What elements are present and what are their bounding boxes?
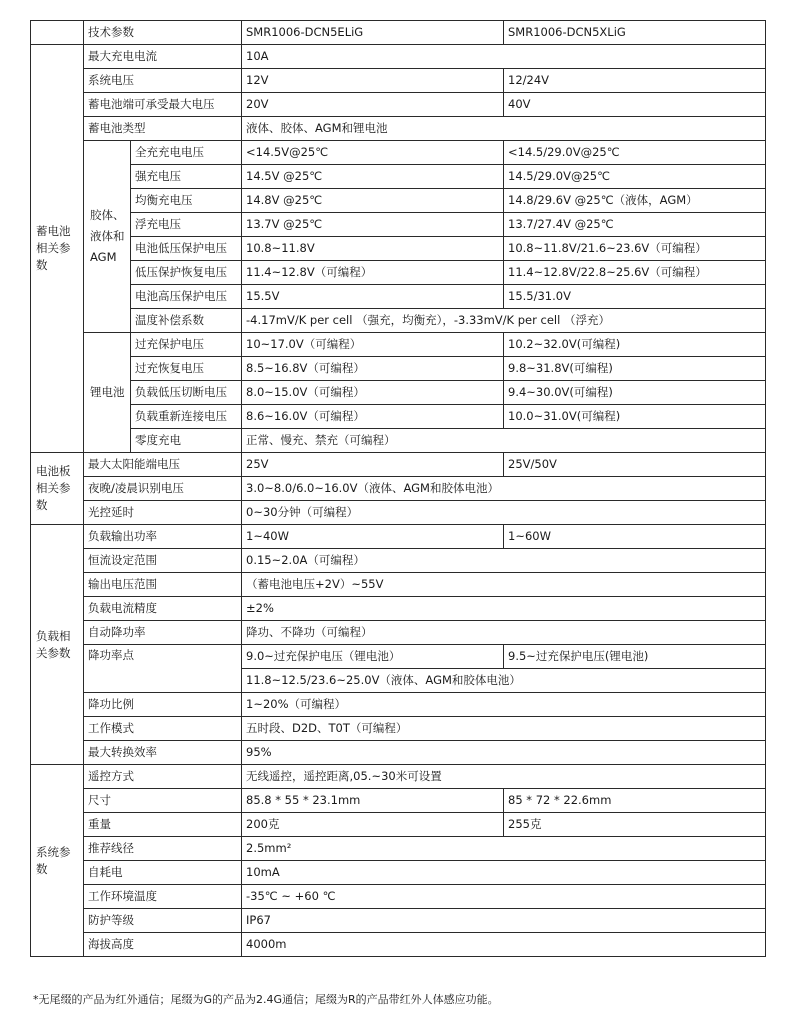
- param-value-b: 10.0~31.0V(可编程): [504, 405, 766, 429]
- param-label: 恒流设定范围: [84, 549, 242, 573]
- param-value-a: 11.4~12.8V（可编程）: [242, 261, 504, 285]
- param-label: 负载输出功率: [84, 525, 242, 549]
- header-row: [31, 21, 766, 45]
- param-label: 夜晚/凌晨识别电压: [84, 477, 242, 501]
- row-ambient-temp: [31, 885, 766, 909]
- param-value-b: 12/24V: [504, 69, 766, 93]
- param-label: 遥控方式: [84, 765, 242, 789]
- param-value: ±2%: [242, 597, 766, 621]
- param-value-a: 13.7V @25℃: [242, 213, 504, 237]
- row-dim-ratio: [31, 693, 766, 717]
- row-battery-type: [31, 117, 766, 141]
- row-low-voltage-protect: [31, 237, 766, 261]
- category-system: 系统参数: [31, 765, 84, 957]
- group-lithium: 锂电池: [84, 333, 131, 453]
- row-altitude: [31, 933, 766, 957]
- param-value-a: 200克: [242, 813, 504, 837]
- row-wire: [31, 837, 766, 861]
- row-dim-point: [31, 645, 766, 669]
- footnote: *无尾缀的产品为红外通信；尾缀为G的产品为2.4G通信；尾缀为R的产品带红外人体感应功能。: [33, 993, 499, 1006]
- param-value: 1~20%（可编程）: [242, 693, 766, 717]
- row-float-voltage: [31, 213, 766, 237]
- corner-cell: [31, 21, 84, 45]
- param-label: 系统电压: [84, 69, 242, 93]
- param-value-b: 9.8~31.8V(可编程): [504, 357, 766, 381]
- param-value: 0~30分钟（可编程）: [242, 501, 766, 525]
- param-label: 温度补偿系数: [131, 309, 242, 333]
- spec-table: [30, 20, 766, 957]
- param-value-b: 13.7/27.4V @25℃: [504, 213, 766, 237]
- param-label: 蓄电池类型: [84, 117, 242, 141]
- param-label: 零度充电: [131, 429, 242, 453]
- row-system-voltage: [31, 69, 766, 93]
- param-value-b: 9.4~30.0V(可编程): [504, 381, 766, 405]
- param-value-b: 85 * 72 * 22.6mm: [504, 789, 766, 813]
- category-load: 负载相关参数: [31, 525, 84, 765]
- row-self-consumption: [31, 861, 766, 885]
- param-label: 海拔高度: [84, 933, 242, 957]
- param-value-b: 9.5~过充保护电压(锂电池): [504, 645, 766, 669]
- param-value-a: 8.0~15.0V（可编程）: [242, 381, 504, 405]
- param-value: （蓄电池电压+2V）~55V: [242, 573, 766, 597]
- row-max-solar-voltage: [31, 453, 766, 477]
- row-high-voltage-protect: [31, 285, 766, 309]
- param-value-b: 11.4~12.8V/22.8~25.6V（可编程）: [504, 261, 766, 285]
- param-value: 无线遥控，遥控距离,05.~30米可设置: [242, 765, 766, 789]
- param-value: 2.5mm²: [242, 837, 766, 861]
- row-overcharge-protect: [31, 333, 766, 357]
- param-label: 均衡充电压: [131, 189, 242, 213]
- param-label: 重量: [84, 813, 242, 837]
- row-overcharge-recover: [31, 357, 766, 381]
- param-label: 防护等级: [84, 909, 242, 933]
- param-label: 低压保护恢复电压: [131, 261, 242, 285]
- param-label: 降功率点: [84, 645, 242, 693]
- row-light-delay: [31, 501, 766, 525]
- param-value: 降功、不降功（可编程）: [242, 621, 766, 645]
- row-current-accuracy: [31, 597, 766, 621]
- param-value: 11.8~12.5/23.6~25.0V（液体、AGM和胶体电池）: [242, 669, 766, 693]
- param-value: IP67: [242, 909, 766, 933]
- param-label: 强充电压: [131, 165, 242, 189]
- model-b-header: SMR1006-DCN5XLiG: [504, 21, 766, 45]
- row-zero-charge: [31, 429, 766, 453]
- param-value-a: 85.8 * 55 * 23.1mm: [242, 789, 504, 813]
- param-value-a: 8.5~16.8V（可编程）: [242, 357, 504, 381]
- param-label: 尺寸: [84, 789, 242, 813]
- param-label: 自动降功率: [84, 621, 242, 645]
- category-panel: 电池板相关参数: [31, 453, 84, 525]
- row-output-power: [31, 525, 766, 549]
- row-load-reconnect: [31, 405, 766, 429]
- param-value: 4000m: [242, 933, 766, 957]
- model-a-header: SMR1006-DCN5ELiG: [242, 21, 504, 45]
- param-label: 最大太阳能端电压: [84, 453, 242, 477]
- param-label: 降功比例: [84, 693, 242, 717]
- param-value-a: 12V: [242, 69, 504, 93]
- row-auto-dim: [31, 621, 766, 645]
- param-value-a: 14.5V @25℃: [242, 165, 504, 189]
- param-value-b: 255克: [504, 813, 766, 837]
- param-value-a: <14.5V@25℃: [242, 141, 504, 165]
- row-work-mode: [31, 717, 766, 741]
- param-label: 电池高压保护电压: [131, 285, 242, 309]
- param-value: 0.15~2.0A（可编程）: [242, 549, 766, 573]
- param-value-a: 14.8V @25℃: [242, 189, 504, 213]
- param-value-a: 15.5V: [242, 285, 504, 309]
- param-value-b: 14.5/29.0V@25℃: [504, 165, 766, 189]
- param-value: 五时段、D2D、T0T（可编程）: [242, 717, 766, 741]
- param-label: 电池低压保护电压: [131, 237, 242, 261]
- row-weight: [31, 813, 766, 837]
- param-value: 10A: [242, 45, 766, 69]
- row-full-charge-voltage: [31, 141, 766, 165]
- param-label: 过充恢复电压: [131, 357, 242, 381]
- param-value-a: 1~40W: [242, 525, 504, 549]
- param-value-b: 25V/50V: [504, 453, 766, 477]
- param-value: -4.17mV/K per cell （强充，均衡充），-3.33mV/K per cell （浮充）: [242, 309, 766, 333]
- param-label: 光控延时: [84, 501, 242, 525]
- param-value: 10mA: [242, 861, 766, 885]
- row-efficiency: [31, 741, 766, 765]
- row-low-voltage-recover: [31, 261, 766, 285]
- param-value-b: 10.2~32.0V(可编程): [504, 333, 766, 357]
- row-size: [31, 789, 766, 813]
- param-label: 全充充电电压: [131, 141, 242, 165]
- param-value: 正常、慢充、禁充（可编程）: [242, 429, 766, 453]
- param-value-b: 15.5/31.0V: [504, 285, 766, 309]
- param-value-a: 25V: [242, 453, 504, 477]
- param-label: 过充保护电压: [131, 333, 242, 357]
- param-value-a: 8.6~16.0V（可编程）: [242, 405, 504, 429]
- row-boost-voltage: [31, 165, 766, 189]
- category-battery: 蓄电池相关参数: [31, 45, 84, 453]
- row-output-voltage: [31, 573, 766, 597]
- group-lead-acid: 胶体、液体和AGM: [84, 141, 131, 333]
- param-label: 蓄电池端可承受最大电压: [84, 93, 242, 117]
- param-label: 自耗电: [84, 861, 242, 885]
- param-value-a: 10~17.0V（可编程）: [242, 333, 504, 357]
- param-value: 液体、胶体、AGM和锂电池: [242, 117, 766, 141]
- row-temp-compensation: [31, 309, 766, 333]
- param-label: 推荐线径: [84, 837, 242, 861]
- row-remote: [31, 765, 766, 789]
- param-label: 浮充电压: [131, 213, 242, 237]
- row-max-battery-voltage: [31, 93, 766, 117]
- param-label: 最大充电电流: [84, 45, 242, 69]
- row-equalize-voltage: [31, 189, 766, 213]
- param-label: 负载低压切断电压: [131, 381, 242, 405]
- param-value-a: 10.8~11.8V: [242, 237, 504, 261]
- param-value-b: <14.5/29.0V@25℃: [504, 141, 766, 165]
- param-label: 最大转换效率: [84, 741, 242, 765]
- param-value: -35℃ ~ +60 ℃: [242, 885, 766, 909]
- param-value-b: 1~60W: [504, 525, 766, 549]
- param-value: 3.0~8.0/6.0~16.0V（液体、AGM和胶体电池）: [242, 477, 766, 501]
- row-cc-range: [31, 549, 766, 573]
- header-label: 技术参数: [84, 21, 242, 45]
- param-value-b: 10.8~11.8V/21.6~23.6V（可编程）: [504, 237, 766, 261]
- param-value-b: 14.8/29.6V @25℃（液体，AGM）: [504, 189, 766, 213]
- param-label: 工作模式: [84, 717, 242, 741]
- row-protection: [31, 909, 766, 933]
- param-value: 95%: [242, 741, 766, 765]
- row-night-day-voltage: [31, 477, 766, 501]
- param-value-a: 9.0~过充保护电压（锂电池）: [242, 645, 504, 669]
- param-label: 负载重新连接电压: [131, 405, 242, 429]
- row-max-charge-current: [31, 45, 766, 69]
- param-value-a: 20V: [242, 93, 504, 117]
- param-value-b: 40V: [504, 93, 766, 117]
- row-load-low-cutoff: [31, 381, 766, 405]
- param-label: 输出电压范围: [84, 573, 242, 597]
- param-label: 负载电流精度: [84, 597, 242, 621]
- param-label: 工作环境温度: [84, 885, 242, 909]
